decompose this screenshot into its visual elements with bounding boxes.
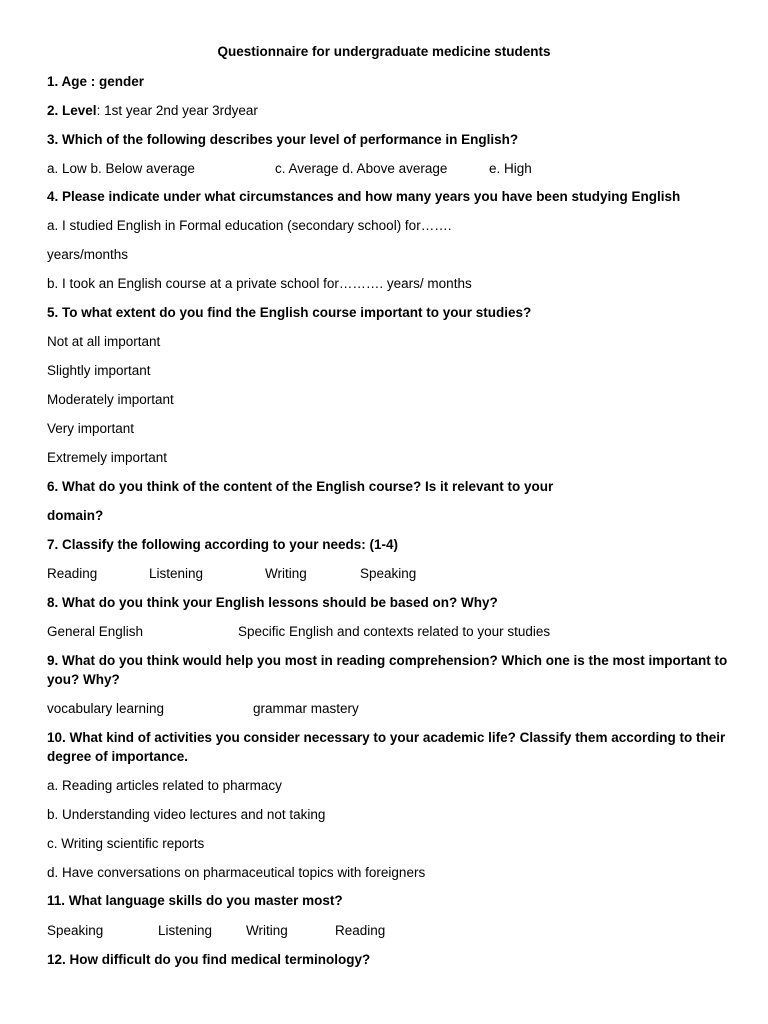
option-item: vocabulary learning bbox=[47, 701, 165, 716]
question-9-options bbox=[47, 699, 728, 718]
question-2-label: Level bbox=[62, 103, 97, 118]
option-item: Specific English and contexts related to your studies bbox=[238, 624, 551, 639]
question-9: 9. What do you think would help you most in reading comprehension? Which one is the most important to you? Why? bbox=[47, 653, 728, 687]
question-10: 10. What kind of activities you consider necessary to your academic life? Classify them according to their degree of importance. bbox=[47, 730, 726, 764]
question-11-options bbox=[47, 921, 728, 940]
option-item: Listening bbox=[149, 566, 204, 581]
question-4-option-b: b. I took an English course at a private school for………. years/ months bbox=[47, 276, 472, 291]
question-7-options bbox=[47, 564, 728, 583]
question-4-option-a-continued: years/months bbox=[47, 247, 129, 262]
question-3: 3. Which of the following describes your level of performance in English? bbox=[47, 132, 519, 147]
question-4-option-a: a. I studied English in Formal education (secondary school) for……. bbox=[47, 218, 452, 233]
question-2-number: 2. bbox=[47, 103, 59, 118]
option-item: Speaking bbox=[360, 566, 417, 581]
question-8: 8. What do you think your English lessons should be based on? Why? bbox=[47, 595, 498, 610]
option-item: Reading bbox=[47, 566, 98, 581]
option-item: Listening bbox=[158, 923, 213, 938]
question-1 bbox=[47, 72, 728, 91]
question-8-options bbox=[47, 622, 728, 641]
option-item: Reading bbox=[335, 923, 386, 938]
question-6-continued: domain? bbox=[47, 508, 104, 523]
option-item: grammar mastery bbox=[253, 701, 359, 716]
question-5-option: Moderately important bbox=[47, 392, 174, 407]
question-5-option: Slightly important bbox=[47, 363, 151, 378]
question-1-text: Age : gender bbox=[61, 74, 145, 89]
page-title: Questionnaire for undergraduate medicine students bbox=[217, 44, 551, 59]
option-item: Writing bbox=[246, 923, 288, 938]
question-2 bbox=[47, 101, 728, 120]
question-5-option: Not at all important bbox=[47, 334, 161, 349]
question-3-options bbox=[47, 159, 728, 178]
option-item: General English bbox=[47, 624, 144, 639]
question-7: 7. Classify the following according to your needs: (1-4) bbox=[47, 537, 399, 552]
question-11: 11. What language skills do you master most? bbox=[47, 893, 343, 908]
question-12: 12. How difficult do you find medical terminology? bbox=[47, 952, 371, 967]
option-item: Speaking bbox=[47, 923, 104, 938]
question-5-option: Extremely important bbox=[47, 450, 168, 465]
option-group: e. High bbox=[489, 161, 532, 176]
option-group: c. Average d. Above average bbox=[275, 161, 448, 176]
question-10-option: b. Understanding video lectures and not taking bbox=[47, 807, 326, 822]
question-4: 4. Please indicate under what circumstances and how many years you have been studying English bbox=[47, 189, 681, 204]
question-6: 6. What do you think of the content of the English course? Is it relevant to your bbox=[47, 479, 554, 494]
question-5: 5. To what extent do you find the English course important to your studies? bbox=[47, 305, 532, 320]
question-5-option: Very important bbox=[47, 421, 135, 436]
option-item: Writing bbox=[265, 566, 307, 581]
question-1-number: 1. bbox=[47, 74, 59, 89]
question-10-option: a. Reading articles related to pharmacy bbox=[47, 778, 282, 793]
question-10-option: c. Writing scientific reports bbox=[47, 836, 205, 851]
option-group: a. Low b. Below average bbox=[47, 161, 195, 176]
question-2-options: : 1st year 2nd year 3rdyear bbox=[96, 103, 258, 118]
question-10-option: d. Have conversations on pharmaceutical topics with foreigners bbox=[47, 865, 426, 880]
